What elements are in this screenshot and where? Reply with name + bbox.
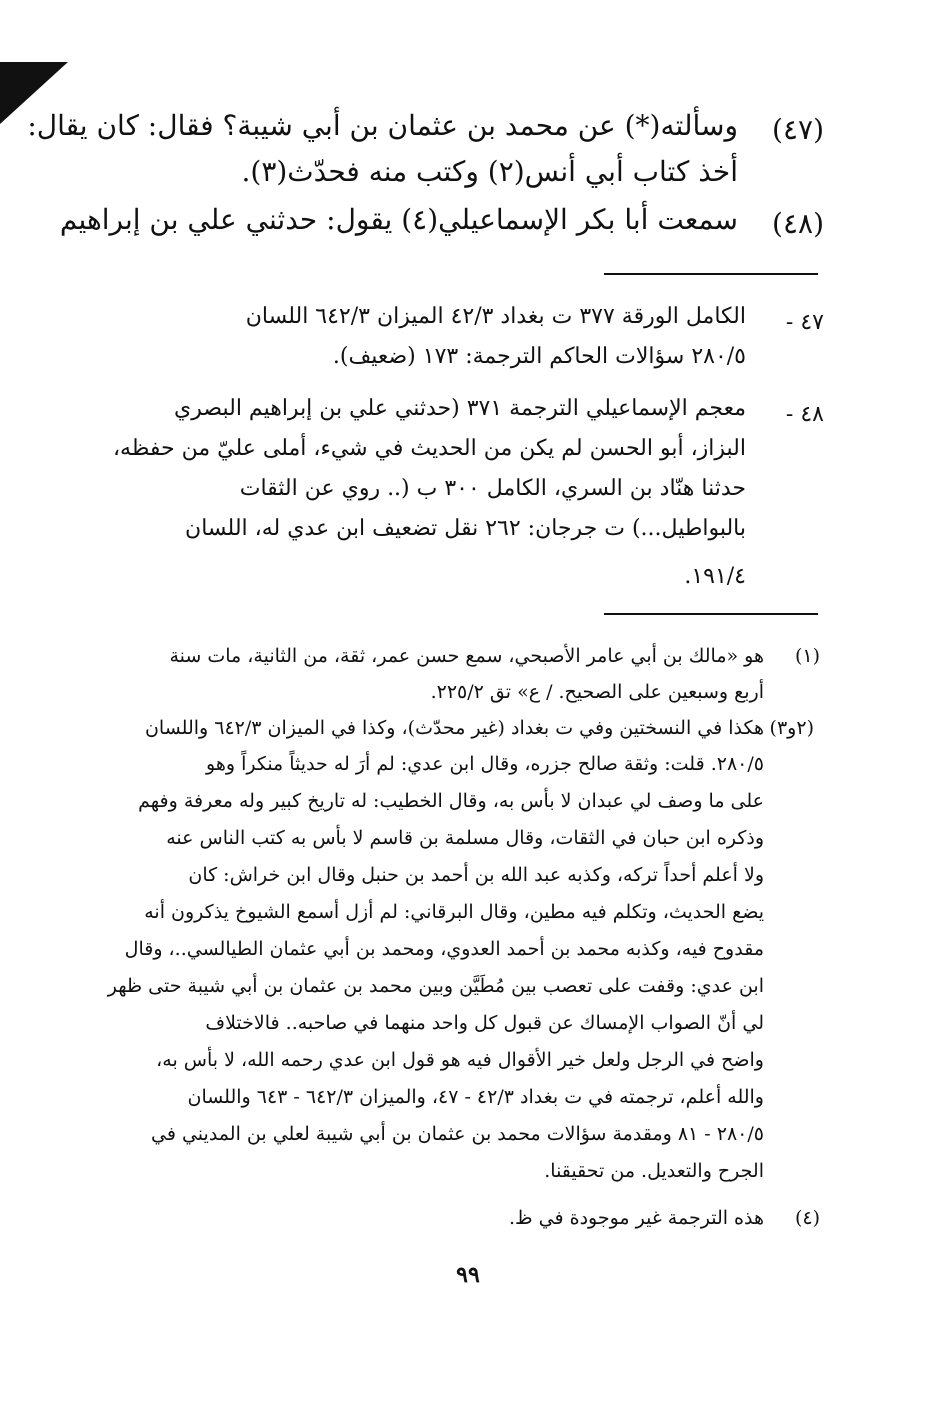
entry-number-47: (٤٧): [772, 113, 824, 146]
page-number: ٩٩: [456, 1262, 480, 1288]
source-number-47: ٤٧ -: [785, 310, 824, 335]
footnote-2-line-1: هكذا في النسختين وفي ت بغداد (غير محدّث)، وكذا في الميزان ٦٤٢/٣ واللسان: [144, 717, 764, 739]
footnote-4-line-1: هذه الترجمة غير موجودة في ظ.: [509, 1207, 764, 1229]
footnote-number-2-3: (٢و٣): [769, 717, 814, 739]
section-rule: [604, 273, 818, 275]
footnote-2-line-11: والله أعلم، ترجمته في ت بغداد ٤٢/٣ - ٤٧، والميزان ٦٤٢/٣ - ٦٤٣ واللسان: [187, 1086, 764, 1108]
source-48-line-4: بالبواطيل...) ت جرجان: ٢٦٢ نقل تضعيف ابن عدي له، اللسان: [185, 516, 746, 541]
footnote-2-line-9: لي أنّ الصواب الإمساك عن قبول كل واحد منهما في صاحبه.. فالاختلاف: [205, 1012, 764, 1034]
entry-48-line-1: سمعت أبا بكر الإسماعيلي(٤) يقول: حدثني علي بن إبراهيم: [59, 203, 738, 236]
footnote-rule: [604, 613, 818, 615]
footnote-2-line-10: واضح في الرجل ولعل خير الأقوال فيه هو قول ابن عدي رحمه الله، لا بأس به،: [156, 1049, 764, 1071]
entry-47-line-2: أخذ كتاب أبي أنس(٢) وكتب منه فحدّث(٣).: [241, 155, 738, 188]
footnote-2-line-7: مقدوح فيه، وكذبه محمد بن أحمد العدوي، ومحمد بن أبي عثمان الطيالسي..، وقال: [124, 938, 764, 960]
footnote-2-line-5: ولا أعلم أحداً تركه، وكذبه عبد الله بن أحمد بن حنبل وقال ابن خراش: كان: [188, 864, 764, 886]
source-48-line-3: حدثنا هنّاد بن السري، الكامل ٣٠٠ ب (.. روي عن الثقات: [239, 476, 746, 501]
footnote-1-line-1: هو «مالك بن أبي عامر الأصبحي، سمع حسن عمر، ثقة، من الثانية، مات سنة: [169, 645, 764, 667]
footnote-1-line-2: أربع وسبعين على الصحيح. / ع» تق ٢٢٥/٢.: [430, 681, 764, 703]
source-47-line-1: الكامل الورقة ٣٧٧ ت بغداد ٤٢/٣ الميزان ٦٤٢/٣ اللسان: [245, 304, 746, 329]
source-48-line-5: .١٩١/٤: [684, 564, 746, 589]
footnote-2-line-4: وذكره ابن حبان في الثقات، وقال مسلمة بن قاسم لا بأس به كتب الناس عنه: [166, 827, 764, 849]
footnote-2-line-12: ٢٨٠/٥ - ٨١ ومقدمة سؤالات محمد بن عثمان بن أبي شيبة لعلي بن المديني في: [151, 1123, 764, 1145]
footnote-2-line-13: الجرح والتعديل. من تحقيقنا.: [544, 1160, 764, 1182]
footnote-2-line-8: ابن عدي: وقفت على تعصب بين مُطَيَّن وبين محمد بن عثمان بن أبي شيبة حتى ظهر: [107, 975, 764, 997]
footnote-number-1: (١): [794, 645, 820, 667]
entry-47-line-1: وسألته(*) عن محمد بن عثمان بن أبي شيبة؟ فقال: كان يقال:: [27, 109, 738, 142]
footnote-number-4: (٤): [794, 1207, 820, 1229]
footnote-2-line-6: يضع الحديث، وتكلم فيه مطين، وقال البرقاني: لم أزل أسمع الشيوخ يذكرون أنه: [144, 901, 764, 923]
footnote-2-line-2: ٢٨٠/٥. قلت: وثقة صالح جزره، وقال ابن عدي: لم أرَ له حديثاً منكراً وهو: [206, 753, 764, 775]
source-48-line-2: البزاز، أبو الحسن لم يكن من الحديث في شيء، أملى عليّ من حفظه،: [112, 436, 746, 461]
source-48-line-1: معجم الإسماعيلي الترجمة ٣٧١ (حدثني علي بن إبراهيم البصري: [174, 396, 746, 421]
source-47-line-2: ٢٨٠/٥ سؤالات الحاكم الترجمة: ١٧٣ (ضعيف).: [332, 344, 746, 369]
entry-number-48: (٤٨): [772, 207, 824, 240]
source-number-48: ٤٨ -: [785, 402, 824, 427]
footnote-2-line-3: على ما وصف لي عبدان لا بأس به، وقال الخطيب: له تاريخ كبير وله معرفة وفهم: [138, 790, 764, 812]
